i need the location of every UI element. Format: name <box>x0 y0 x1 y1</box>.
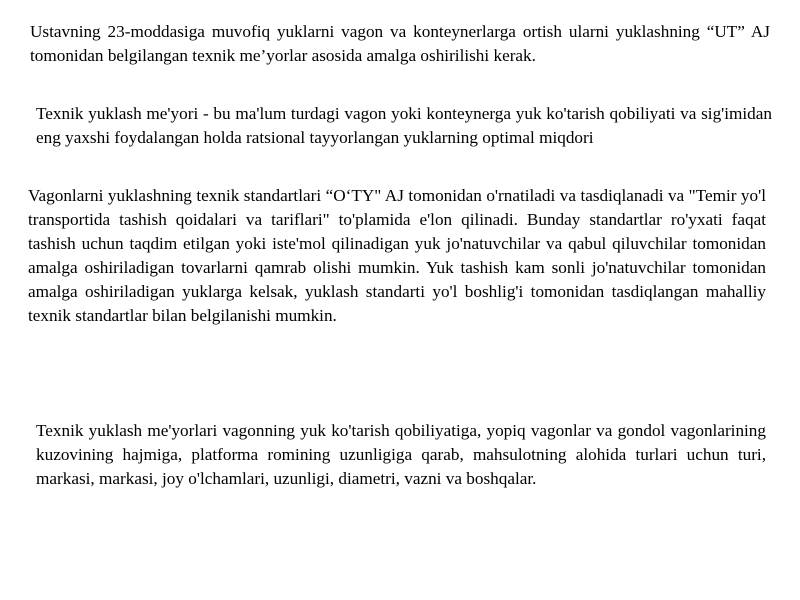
paragraph-norm-factors: Texnik yuklash me'yorlari vagonning yuk ko'tarish qobiliyatiga, yopiq vagonlar va gondol vagonlarining kuzovining hajmiga, platforma romining uzunligiga qarab, mahsulotning alohida turlari uchun turi, markasi, markasi, joy o'lchamlari, uzunligi, diametri, vazni va boshqalar. <box>36 421 766 488</box>
paragraph-loading-standards: Vagonlarni yuklashning texnik standartlari “O‘TY" AJ tomonidan o'rnatiladi va tasdiqlanadi va "Temir yo'l transportida tashish qoidalari va tariflari" to'plamida e'lon qilinadi. Bunday standartlar ro'yxati faqat tashish uchun taqdim etilgan yoki iste'mol qilinadigan yuk jo'natuvchilar va qabul qiluvchilar tomonidan amalga oshiriladigan tovarlarni qamrab olishi mumkin. Yuk tashish kam sonli jo'natuvchilar tomonidan amalga oshiriladigan yuklarga kelsak, yuklash standarti yo'l boshlig'i tomonidan tasdiqlangan mahalliy texnik standartlar bilan belgilanishi mumkin. <box>28 186 766 325</box>
paragraph-loading-norms-article-23: Ustavning 23-moddasiga muvofiq yuklarni vagon va konteynerlarga ortish ularni yuklashning “UT” AJ tomonidan belgilangan texnik me’yorlar asosida amalga oshirilishi kerak. <box>30 22 770 65</box>
paragraph-technical-norm-definition: Texnik yuklash me'yori - bu ma'lum turdagi vagon yoki konteynerga yuk ko'tarish qobiliyati va sig'imidan eng yaxshi foydalangan holda ratsional tayyorlangan yuklarning optimal miqdori <box>36 104 772 147</box>
